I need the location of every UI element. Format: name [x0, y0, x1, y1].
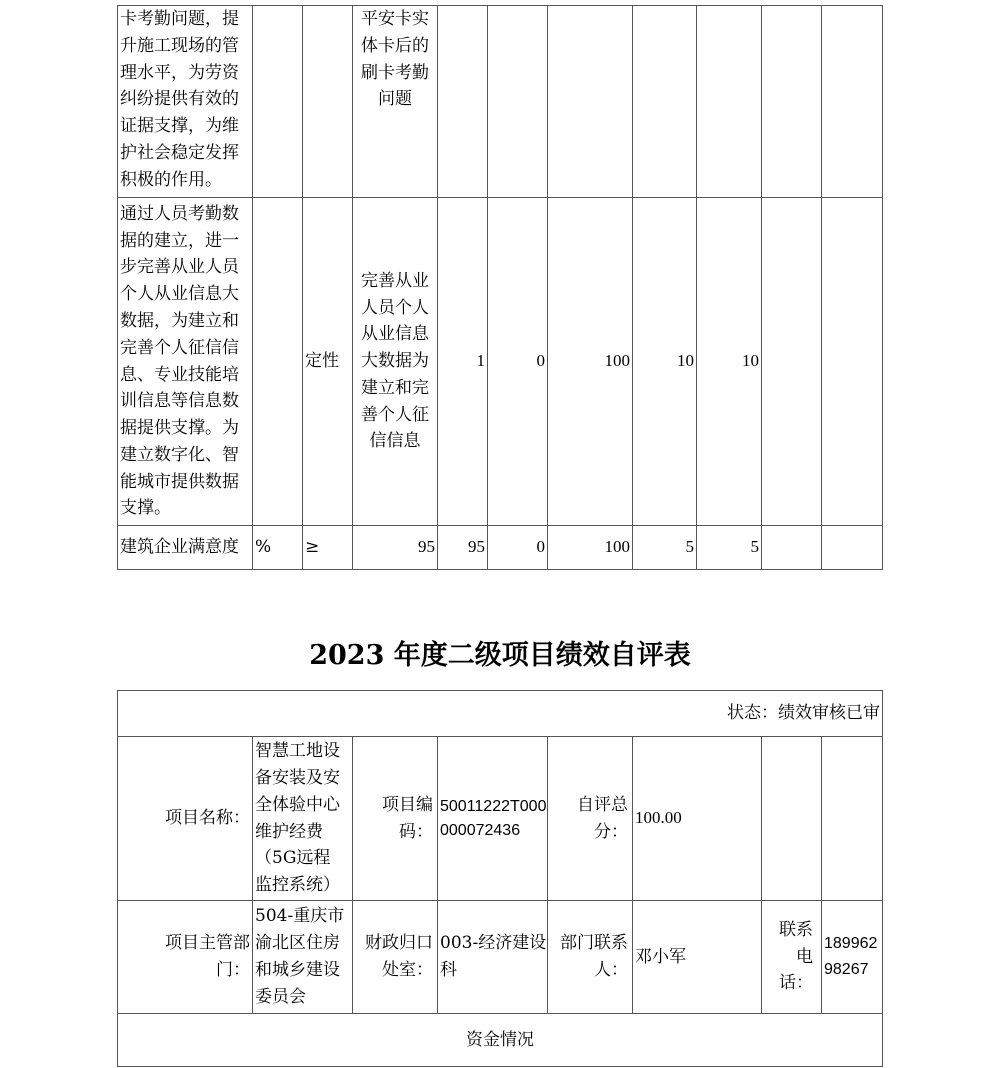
unit-cell: %	[253, 526, 303, 570]
nature-cell: ≥	[303, 526, 353, 570]
table-row	[118, 6, 883, 198]
performance-indicator-table	[117, 5, 883, 570]
table-row	[118, 526, 883, 570]
weight-cell: 10	[633, 198, 697, 526]
deviation-cell	[488, 6, 548, 198]
score-value: 100.00	[633, 737, 762, 901]
project-name-label: 项目名称：	[118, 737, 253, 901]
project-code-label: 项目编码：	[353, 737, 438, 901]
completion-rate-cell	[548, 6, 633, 198]
nature-cell: 定性	[303, 198, 353, 526]
finance-label: 财政归口处室：	[353, 901, 438, 1014]
weight-cell	[633, 6, 697, 198]
dept-value: 504-重庆市渝北区住房和城乡建设委员会	[253, 901, 353, 1014]
unit-cell	[253, 198, 303, 526]
reason-cell	[762, 198, 822, 526]
finance-value: 003-经济建设科	[438, 901, 548, 1014]
measure-cell	[822, 198, 883, 526]
actual-value-cell: 95	[438, 526, 488, 570]
measure-cell	[822, 6, 883, 198]
empty-cell	[762, 737, 822, 901]
score-cell: 5	[697, 526, 762, 570]
score-cell	[697, 6, 762, 198]
phone-value: 18996298267	[822, 901, 883, 1014]
reason-cell	[762, 6, 822, 198]
phone-label: 联系电话：	[762, 901, 822, 1014]
indicator-content-cell: 卡考勤问题，提升施工现场的管理水平，为劳资纠纷提供有效的证据支撑，为维护社会稳定发挥积极的作用。	[118, 6, 253, 198]
weight-cell: 5	[633, 526, 697, 570]
page-title: 2023 年度二级项目绩效自评表	[309, 640, 691, 671]
project-name-value: 智慧工地设备安装及安全体验中心维护经费（5G远程监控系统）	[253, 737, 353, 901]
empty-cell	[822, 737, 883, 901]
table-row	[118, 198, 883, 526]
table-row	[118, 901, 883, 1014]
table-row	[118, 1014, 883, 1067]
contact-value: 邓小军	[633, 901, 762, 1014]
project-code-value: 50011222T000000072436	[438, 737, 548, 901]
unit-cell	[253, 6, 303, 198]
target-value-cell: 平安卡实体卡后的刷卡考勤问题	[353, 6, 438, 198]
actual-value-cell	[438, 6, 488, 198]
completion-rate-cell: 100	[548, 526, 633, 570]
table-row	[118, 737, 883, 901]
measure-cell	[822, 526, 883, 570]
score-cell: 10	[697, 198, 762, 526]
table-row	[118, 691, 883, 737]
indicator-content-cell: 通过人员考勤数据的建立，进一步完善从业人员个人从业信息大数据，为建立和完善个人征信信息、专业技能培训信息等信息数据提供支撑。为建立数字化、智能城市提供数据支撑。	[118, 198, 253, 526]
status-text: 状态：绩效审核已审	[118, 691, 883, 737]
target-value-cell: 95	[353, 526, 438, 570]
contact-label: 部门联系人：	[548, 901, 633, 1014]
score-label: 自评总分：	[548, 737, 633, 901]
actual-value-cell: 1	[438, 198, 488, 526]
indicator-content-cell: 建筑企业满意度	[118, 526, 253, 570]
reason-cell	[762, 526, 822, 570]
completion-rate-cell: 100	[548, 198, 633, 526]
target-value-cell: 完善从业人员个人从业信息大数据为建立和完善个人征信信息	[353, 198, 438, 526]
project-info-table	[117, 690, 883, 1067]
deviation-cell: 0	[488, 526, 548, 570]
nature-cell	[303, 6, 353, 198]
deviation-cell: 0	[488, 198, 548, 526]
funds-section-header: 资金情况	[118, 1014, 883, 1067]
dept-label: 项目主管部门：	[118, 901, 253, 1014]
